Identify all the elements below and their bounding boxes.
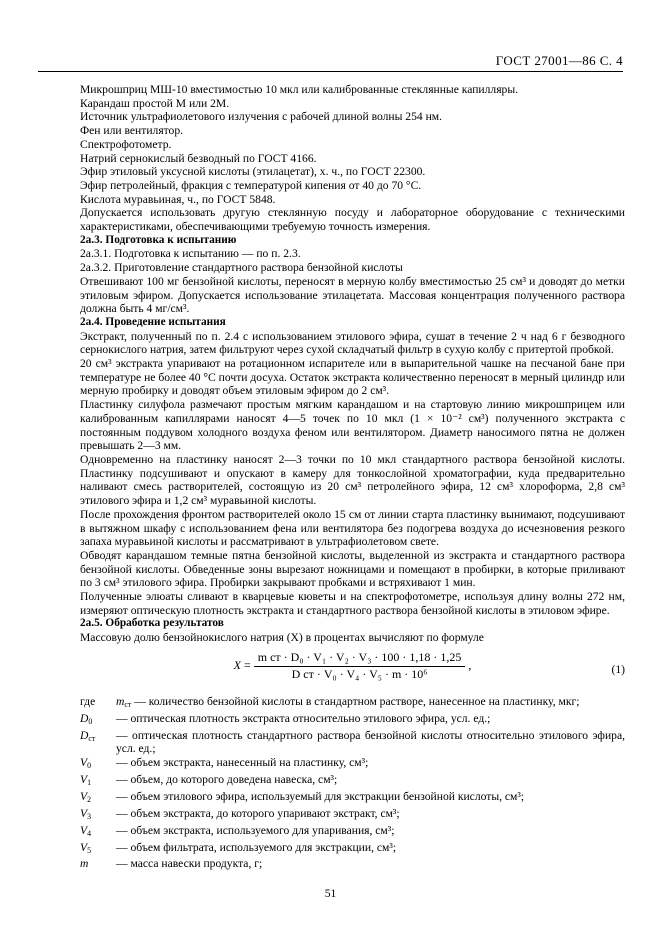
definition-term-0 — [80, 695, 116, 709]
definition-term-9 — [80, 857, 116, 871]
page-header — [496, 53, 623, 69]
body-line-0: Микрошприц МШ-10 вместимостью 10 мкл или калиброванные стеклянные капилляры. — [80, 83, 519, 96]
definition-row-5 — [80, 790, 625, 807]
paragraph-2a4-2: 20 см³ экстракта упаривают на ротационном испарителе или в выпарительной чашке на песчаной бане при температуре не более 40 °С почти досуха. Остаток экстракта количественно переносят в мерный цилиндр или мерную пробирку и доводят объем этиловым эфиром до 2 см³. — [80, 357, 625, 398]
definition-subscript-0: ст — [124, 700, 132, 710]
definitions-list — [80, 695, 625, 871]
definition-text-0 — [116, 695, 625, 712]
body-line-1: Карандаш простой М или 2М. — [80, 96, 230, 110]
paragraph-2a4-6: Обводят карандашом темные пятна бензойной кислоты, выделенной из экстракта и стандартного раствора бензойной кислоты. Обведенные зоны вырезают ножницами и помещают в пробирки, в которые приливают по 3 см³ этилового эфира. Пробирки закрывают пробками и встряхивают 1 мин. — [80, 548, 625, 590]
definition-term-8 — [80, 841, 116, 858]
formula-fraction — [254, 651, 466, 681]
definition-symbol-7: V — [80, 823, 88, 837]
definition-desc-1: — оптическая плотность экстракта относительно этилового эфира, усл. ед.; — [116, 711, 491, 725]
body-line-7: Эфир петролейный, фракция с температурой кипения от 40 до 70 °С. — [80, 178, 422, 192]
body-line-3: Фен или вентилятор. — [80, 124, 184, 138]
definition-row-1 — [80, 712, 625, 729]
formula-numerator: m ст · D₀ · V₁ · V₂ · V₃ · 100 · 1,18 · 1,25 — [254, 651, 466, 667]
definitions-intro: где — [80, 694, 96, 708]
page-number: 51 — [324, 887, 337, 900]
definition-subscript-1: 0 — [88, 716, 93, 726]
definition-symbol-6: V — [80, 806, 88, 820]
definition-row-0 — [80, 695, 625, 712]
definition-row-7 — [80, 824, 625, 841]
formula-comma: , — [468, 657, 472, 672]
definition-term-6 — [80, 807, 116, 824]
definition-desc-0: — количество бензойной кислоты в стандартном растворе, нанесенное на пластинку, мкг; — [134, 694, 580, 708]
definition-row-4 — [80, 773, 625, 790]
definition-symbol-9: m — [80, 857, 89, 871]
definition-desc-5: — объем этилового эфира, используемый для экстракции бензойной кислоты, см³; — [116, 789, 525, 803]
paragraph-2a32: Отвешивают 100 мг бензойной кислоты, переносят в мерную колбу вместимостью 25 см³ и доводят до метки этиловым эфиром. Допускается использование этилацетата. Массовая концентрация полученного раствора должна быть 4 мг/см³. — [80, 274, 625, 316]
paragraph-2a4-1: Экстракт, полученный по п. 2.4 с использованием этилового эфира, сушат в течение 2 ч над 6 г безводного сернокислого натрия, затем фильтруют через сухой складчатый фильтр в сухую колбу с притертой пробкой. — [80, 329, 625, 357]
section-2a5-heading: 2а.5. Обработка результатов — [80, 617, 224, 630]
formula-expression — [234, 651, 472, 681]
definition-subscript-4: 1 — [87, 778, 92, 788]
standard-number: ГОСТ 27001—86 С. 4 — [495, 53, 623, 68]
definition-desc-4: — объем, до которого доведена навеска, см³; — [116, 772, 338, 786]
definition-desc-8: — объем фильтрата, используемого для экстракции, см³; — [116, 840, 397, 854]
definition-term-5 — [80, 790, 116, 807]
paragraph-2a4-5: После прохождения фронтом растворителей около 15 см от линии старта пластинку вынимают, подсушивают в вытяжном шкафу с использованием фена или вентилятора без подогрева воздуха до исчезновения резкого запаха муравьиной кислоты и рассматривают в ультрафиолетовом свете. — [80, 507, 625, 549]
definition-desc-3: — объем экстракта, нанесенный на пластинку, см³; — [116, 756, 369, 770]
definition-desc-7: — объем экстракта, используемого для упаривания, см³; — [116, 823, 395, 837]
paragraph-2a5: Массовую долю бензойнокислого натрия (Х) в процентах вычисляют по формуле — [80, 631, 484, 645]
definition-subscript-8: 5 — [87, 845, 92, 855]
section-2a4-heading: 2а.4. Проведение испытания — [80, 315, 226, 328]
definition-symbol-5: V — [80, 789, 88, 803]
definition-symbol-3: V — [80, 756, 88, 770]
paragraph-2a4-3: Пластинку силуфола размечают простым мягким карандашом и на стартовую линию микрошприцем или калиброванным капиллярами наносят 4—5 точек по 10 мкл (1 × 10⁻² см³) полученного экстракта с постоянным поддувом холодного воздуха феном или вентилятором. Диаметр наносимого пятна не должен превышать 2—3 мм. — [80, 398, 625, 453]
body-line-6: Эфир этиловый уксусной кислоты (этилацетат), х. ч., по ГОСТ 22300. — [80, 165, 426, 179]
definition-row-9 — [80, 857, 625, 871]
definition-subscript-3: 0 — [87, 761, 92, 771]
formula-lhs: X — [233, 657, 241, 672]
definition-symbol-4: V — [80, 772, 88, 786]
definition-symbol-2: D — [80, 728, 89, 742]
definition-subscript-7: 4 — [87, 828, 92, 838]
paragraph-2a4-4: Одновременно на пластинку наносят 2—3 точки по 10 мкл стандартного раствора бензойной кислоты. Пластинку подсушивают и опускают в камеру для тонкослойной хроматографии, куда предварительно наливают смесь растворителей, состоящую из 20 см³ петролейного эфира, 12 см³ хлороформа, 2,8 см³ этилового эфира и 1,2 см³ муравьиной кислоты. — [80, 452, 625, 508]
paragraph-allowance: Допускается использовать другую стеклянную посуду и лабораторное оборудование с техническими характеристиками, обеспечивающими требуемую точность измерения. — [80, 206, 625, 234]
definition-symbol-0: m — [116, 694, 125, 708]
definition-term-3 — [80, 756, 116, 773]
formula-number: (1) — [611, 662, 625, 676]
definition-subscript-2: ст — [88, 733, 96, 743]
section-2a3-heading: 2а.3. Подготовка к испытанию — [80, 233, 237, 246]
definition-desc-2: — оптическая плотность стандартного раствора бензойной кислоты относительно этилового эфира, усл. ед.; — [116, 728, 625, 756]
body-line-4: Спектрофотометр. — [80, 137, 172, 151]
definition-desc-9: — масса навески продукта, г; — [116, 857, 263, 871]
definition-row-8 — [80, 841, 625, 858]
body-line-2: Источник ультрафиолетового излучения с рабочей длиной волны 254 нм. — [80, 110, 443, 124]
definition-subscript-6: 3 — [87, 811, 92, 821]
body-line-5: Натрий сернокислый безводный по ГОСТ 4166. — [80, 151, 317, 165]
section-2a32-heading: 2а.3.2. Приготовление стандартного раствора бензойной кислоты — [80, 261, 403, 275]
formula-denominator: D ст · V₀ · V₄ · V₅ · m · 10⁶ — [291, 666, 428, 681]
document-body — [80, 83, 625, 871]
definition-row-6 — [80, 807, 625, 824]
formula-block — [80, 651, 625, 691]
section-2a31: 2а.3.1. Подготовка к испытанию — по п. 2.3. — [80, 247, 301, 261]
definition-term-2 — [80, 729, 116, 746]
definition-term-4 — [80, 773, 116, 790]
header-rule — [38, 71, 623, 72]
definition-subscript-5: 2 — [87, 795, 92, 805]
formula-equals: = — [243, 657, 251, 672]
definition-term-1 — [80, 712, 116, 729]
body-line-8: Кислота муравьиная, ч., по ГОСТ 5848. — [80, 192, 276, 206]
definition-symbol-8: V — [80, 840, 88, 854]
paragraph-2a4-7: Полученные элюаты сливают в кварцевые кюветы и на спектрофотометре, используя длину волны 272 нм, измеряют оптическую плотность экстракта и стандартного раствора бензойной кислоты в этиловом эфире. — [80, 590, 625, 617]
definition-row-2 — [80, 729, 625, 756]
definition-desc-6: — объем экстракта, до которого упаривают экстракт, см³; — [116, 806, 400, 820]
definition-row-3 — [80, 756, 625, 773]
definition-term-7 — [80, 824, 116, 841]
definition-symbol-1: D — [80, 711, 89, 725]
